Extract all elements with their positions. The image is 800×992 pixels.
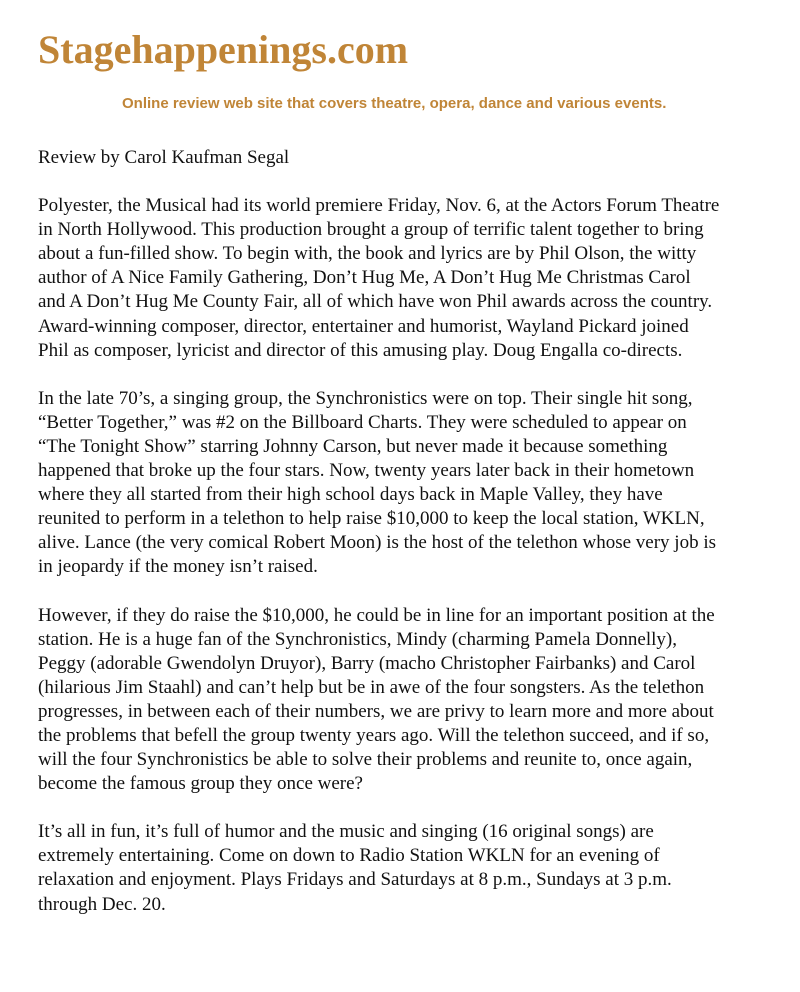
text-line: the problems that befell the group twenty years ago. Will the telethon succeed, and if so, [38, 724, 710, 746]
review-byline: Review by Carol Kaufman Segal [38, 147, 290, 168]
text-line: It’s all in fun, it’s full of humor and the music and singing (16 original songs) are [38, 821, 654, 843]
site-tagline: Online review web site that covers theatre, opera, dance and various events. [122, 95, 667, 112]
text-line: and A Don’t Hug Me County Fair, all of which have won Phil awards across the country. [38, 291, 713, 313]
text-line: relaxation and enjoyment. Plays Fridays and Saturdays at 8 p.m., Sundays at 3 p.m. [38, 869, 672, 891]
text-line: happened that broke up the four stars. Now, twenty years later back in their hometown [38, 460, 695, 482]
text-line: alive. Lance (the very comical Robert Moon) is the host of the telethon whose very job is [38, 532, 717, 554]
text-line: station. He is a huge fan of the Synchronistics, Mindy (charming Pamela Donnelly), [38, 628, 678, 650]
text-line: “The Tonight Show” starring Johnny Carson, but never made it because something [38, 435, 668, 457]
review-paragraph-3 [38, 604, 780, 797]
site-title[interactable]: Stagehappenings.com [38, 27, 409, 72]
review-article [38, 146, 780, 941]
text-line: extremely entertaining. Come on down to Radio Station WKLN for an evening of [38, 845, 660, 867]
review-paragraph-1 [38, 194, 780, 363]
text-line: in North Hollywood. This production brought a group of terrific talent together to bring [38, 219, 704, 241]
text-line: about a fun-filled show. To begin with, the book and lyrics are by Phil Olson, the witty [38, 243, 697, 265]
text-line: author of A Nice Family Gathering, Don’t Hug Me, A Don’t Hug Me Christmas Carol [38, 267, 691, 289]
text-line: Polyester, the Musical had its world premiere Friday, Nov. 6, at the Actors Forum Theatre [38, 195, 720, 217]
review-paragraph-2 [38, 387, 780, 580]
text-line: progresses, in between each of their numbers, we are privy to learn more and more about [38, 700, 714, 722]
text-line: reunited to perform in a telethon to help raise $10,000 to keep the local station, WKLN, [38, 508, 705, 530]
text-line: become the famous group they once were? [38, 773, 363, 795]
text-line: through Dec. 20. [38, 893, 166, 915]
review-paragraph-4 [38, 820, 780, 916]
text-line: Phil as composer, lyricist and director of this amusing play. Doug Engalla co-directs. [38, 339, 683, 361]
text-line: in jeopardy if the money isn’t raised. [38, 556, 318, 578]
text-line: However, if they do raise the $10,000, he could be in line for an important position at the [38, 604, 715, 626]
text-line: “Better Together,” was #2 on the Billboard Charts. They were scheduled to appear on [38, 411, 687, 433]
text-line: where they all started from their high school days back in Maple Valley, they have [38, 484, 663, 506]
text-line: (hilarious Jim Staahl) and can’t help but be in awe of the four songsters. As the telethon [38, 676, 705, 698]
text-line: In the late 70’s, a singing group, the Synchronistics were on top. Their single hit song, [38, 387, 693, 409]
text-line: Award-winning composer, director, entertainer and humorist, Wayland Pickard joined [38, 315, 689, 337]
text-line: will the four Synchronistics be able to solve their problems and reunite to, once again, [38, 749, 693, 771]
text-line: Peggy (adorable Gwendolyn Druyor), Barry (macho Christopher Fairbanks) and Carol [38, 652, 696, 674]
